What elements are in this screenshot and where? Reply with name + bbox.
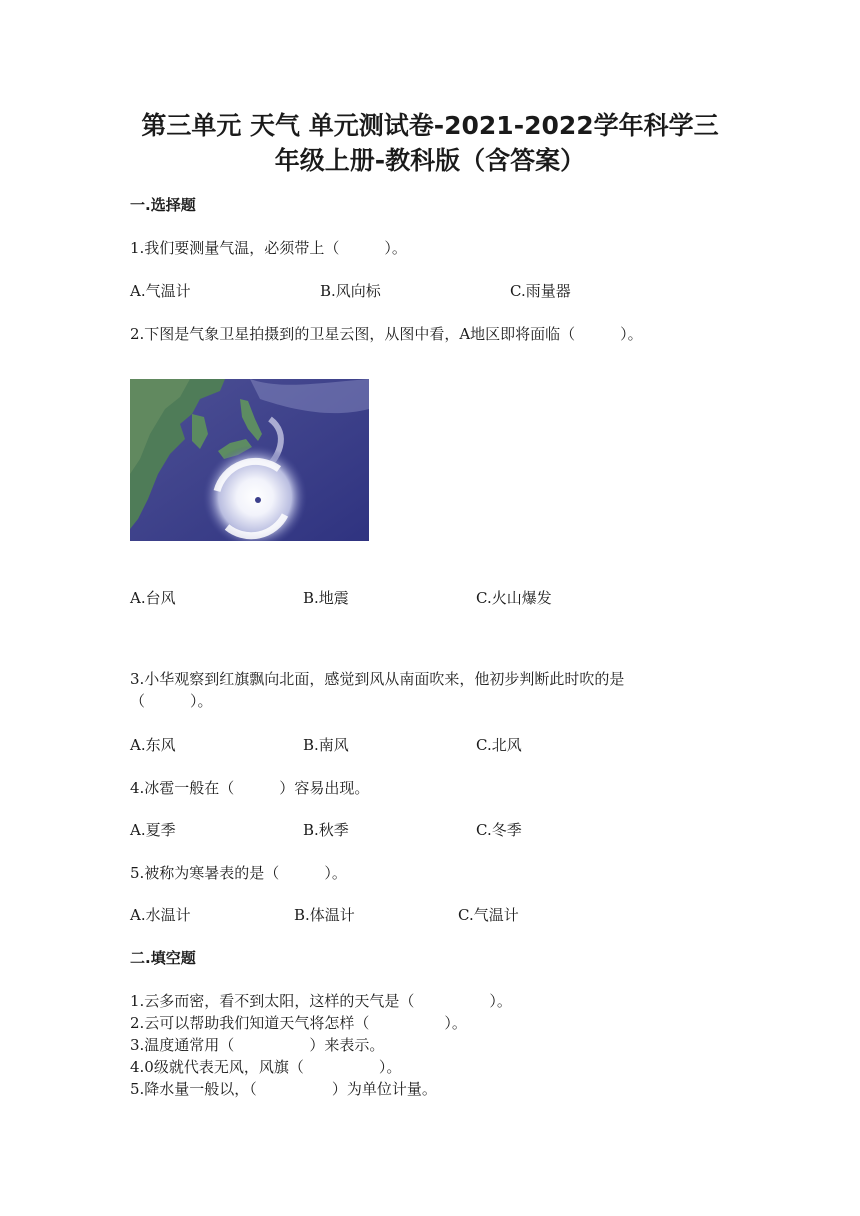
fill-in-item-1: 1.云多而密，看不到太阳，这样的天气是（ ）。 (130, 992, 512, 1010)
q3-option-a: A.东风 (130, 736, 176, 754)
question-3-line-2: （ ）。 (130, 692, 213, 710)
fill-in-item-2: 2.云可以帮助我们知道天气将怎样（ ）。 (130, 1014, 467, 1032)
q5-option-c: C.气温计 (458, 906, 519, 924)
question-1: 1.我们要测量气温，必须带上（ ）。 (130, 239, 407, 257)
question-4: 4.冰雹一般在（ ）容易出现。 (130, 779, 370, 797)
q3-option-c: C.北风 (476, 736, 522, 754)
q5-option-a: A.水温计 (130, 906, 191, 924)
q2-option-b: B.地震 (303, 589, 349, 607)
section-heading-choice: 一.选择题 (130, 196, 196, 214)
fill-in-item-5: 5.降水量一般以，（ ）为单位计量。 (130, 1080, 437, 1098)
q4-option-c: C.冬季 (476, 821, 522, 839)
fill-in-item-4: 4.0级就代表无风，风旗（ ）。 (130, 1058, 402, 1076)
q2-option-c: C.火山爆发 (476, 589, 552, 607)
page-title-line-2: 年级上册-教科版（含答案） (274, 146, 586, 175)
q1-option-a: A.气温计 (130, 282, 191, 300)
q5-option-b: B.体温计 (294, 906, 355, 924)
fill-in-item-3: 3.温度通常用（ ）来表示。 (130, 1036, 385, 1054)
q1-option-b: B.风向标 (320, 282, 381, 300)
section-heading-fill-in: 二.填空题 (130, 949, 196, 967)
satellite-cloud-image (130, 379, 369, 541)
q1-option-c: C.雨量器 (510, 282, 571, 300)
q2-option-a: A.台风 (130, 589, 176, 607)
q3-option-b: B.南风 (303, 736, 349, 754)
q4-option-a: A.夏季 (130, 821, 176, 839)
question-2: 2.下图是气象卫星拍摄到的卫星云图，从图中看，A地区即将面临（ ）。 (130, 325, 643, 343)
page-title-line-1: 第三单元 天气 单元测试卷-2021-2022学年科学三 (141, 111, 719, 140)
q4-option-b: B.秋季 (303, 821, 349, 839)
question-3-line-1: 3.小华观察到红旗飘向北面，感觉到风从南面吹来，他初步判断此时吹的是 (130, 670, 625, 688)
question-5: 5.被称为寒暑表的是（ ）。 (130, 864, 347, 882)
